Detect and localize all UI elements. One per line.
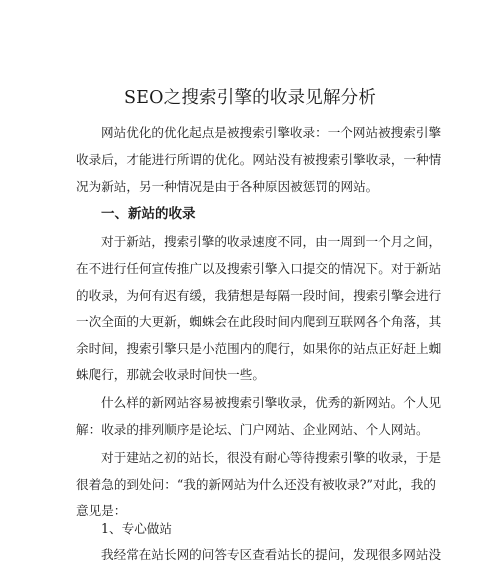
paragraph-line: 什么样的新网站容易被搜索引擎收录，优秀的新网站。个人见	[101, 395, 442, 410]
paragraph-line: 我经常在站长网的问答专区查看站长的提问，发现很多网站没	[101, 547, 442, 562]
paragraph-line: 很着急的到处问：“我的新网站为什么还没有被收录?”对此，我的	[76, 477, 436, 492]
document-title: SEO之搜索引擎的收录见解分析	[123, 88, 377, 108]
paragraph-line: 对于新站，搜索引擎的收录速度不同，由一周到一个月之间，	[101, 234, 442, 249]
paragraph-line: 蛛爬行，那就会收录时间快一些。	[76, 367, 265, 382]
paragraph-line: 况为新站，另一种情况是由于各种原因被惩罚的网站。	[76, 179, 379, 194]
subheading: 1、专心做站	[101, 521, 172, 536]
paragraph-line: 意见是：	[76, 503, 127, 518]
paragraph-line: 解：收录的排列顺序是论坛、门户网站、企业网站、个人网站。	[76, 422, 429, 437]
paragraph-line: 收录后，才能进行所谓的优化。网站没有被搜索引擎收录，一种情	[76, 152, 442, 167]
paragraph-line: 网站优化的优化起点是被搜索引擎收录：一个网站被搜索引擎	[101, 125, 442, 140]
paragraph-line: 在不进行任何宣传推广以及搜索引擎入口提交的情况下。对于新站	[76, 261, 442, 276]
section-heading: 一、新站的收录	[101, 206, 196, 222]
paragraph-line: 的收录，为何有迟有缓，我猜想是每隔一段时间，搜索引擎会进行	[76, 288, 442, 303]
paragraph-line: 余时间，搜索引擎只是小范围内的爬行，如果你的站点正好赶上蜘	[76, 341, 442, 356]
paragraph-line: 对于建站之初的站长，很没有耐心等待搜索引擎的收录，于是	[101, 450, 442, 465]
paragraph-line: 一次全面的大更新，蜘蛛会在此段时间内爬到互联网各个角落，其	[76, 314, 442, 329]
